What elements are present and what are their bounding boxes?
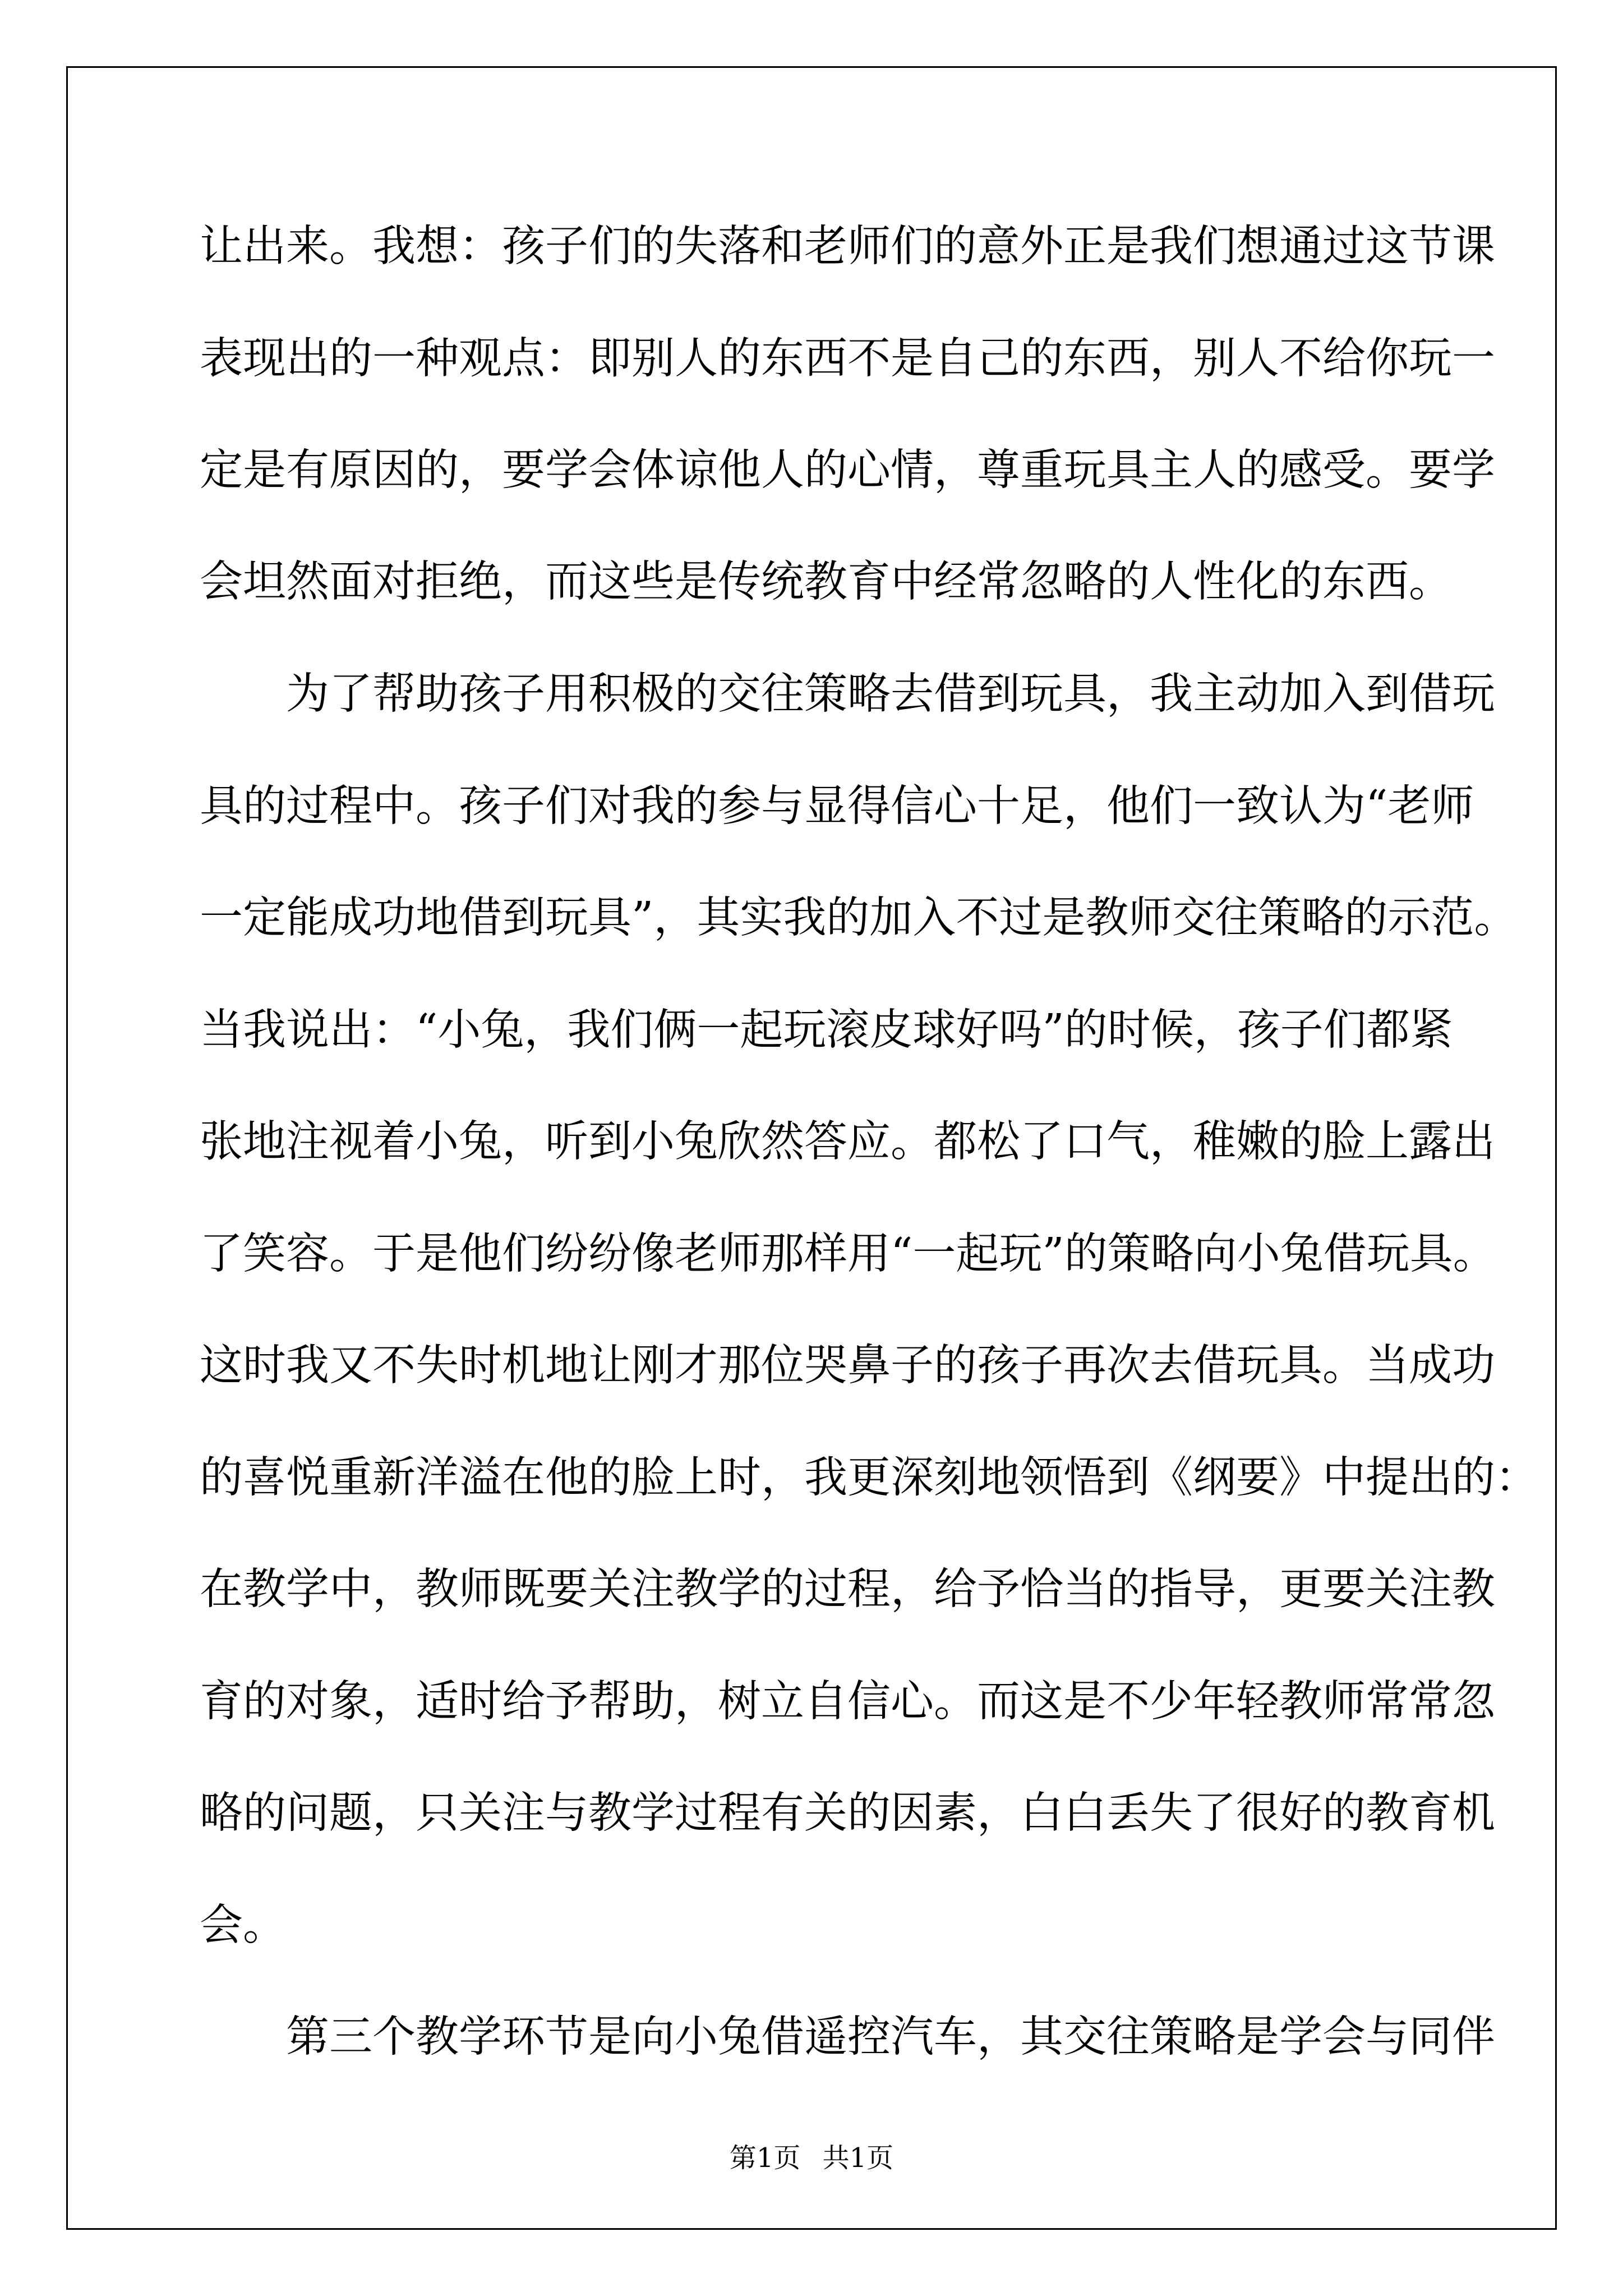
text-line: 一定能成功地借到玩具”，其实我的加入不过是教师交往策略的示范。 xyxy=(200,893,1518,943)
text-line: 会。 xyxy=(200,1901,286,1950)
text-line: 为了帮助孩子用积极的交往策略去借到玩具，我主动加入到借玩 xyxy=(200,669,1495,719)
text-line: 会坦然面对拒绝，而这些是传统教育中经常忽略的人性化的东西。 xyxy=(200,557,1452,607)
text-line: 表现出的一种观点：即别人的东西不是自己的东西，别人不给你玩一 xyxy=(200,334,1495,384)
page-number: 第1页 xyxy=(729,2142,801,2174)
text-line: 具的过程中。孩子们对我的参与显得信心十足，他们一致认为“老师 xyxy=(200,781,1474,831)
text-line: 了笑容。于是他们纷纷像老师那样用“一起玩”的策略向小兔借玩具。 xyxy=(200,1229,1496,1279)
page-total: 共1页 xyxy=(822,2142,894,2174)
text-line: 在教学中，教师既要关注教学的过程，给予恰当的指导，更要关注教 xyxy=(200,1565,1495,1614)
page-footer xyxy=(0,2136,1623,2175)
text-line: 定是有原因的，要学会体谅他人的心情，尊重玩具主人的感受。要学 xyxy=(200,445,1495,495)
text-line: 育的对象，适时给予帮助，树立自信心。而这是不少年轻教师常常忽 xyxy=(200,1677,1495,1727)
text-line: 张地注视着小兔，听到小兔欣然答应。都松了口气，稚嫩的脸上露出 xyxy=(200,1117,1495,1167)
text-line: 略的问题，只关注与教学过程有关的因素，白白丢失了很好的教育机 xyxy=(200,1788,1495,1838)
text-line: 让出来。我想：孩子们的失落和老师们的意外正是我们想通过这节课 xyxy=(200,222,1495,272)
text-line: 这时我又不失时机地让刚才那位哭鼻子的孩子再次去借玩具。当成功 xyxy=(200,1341,1495,1391)
text-line: 第三个教学环节是向小兔借遥控汽车，其交往策略是学会与同伴 xyxy=(200,2012,1495,2062)
text-line: 的喜悦重新洋溢在他的脸上时，我更深刻地领悟到《纲要》中提出的： xyxy=(200,1453,1538,1503)
text-line: 当我说出：“小兔，我们俩一起玩滚皮球好吗”的时候，孩子们都紧 xyxy=(200,1005,1453,1055)
